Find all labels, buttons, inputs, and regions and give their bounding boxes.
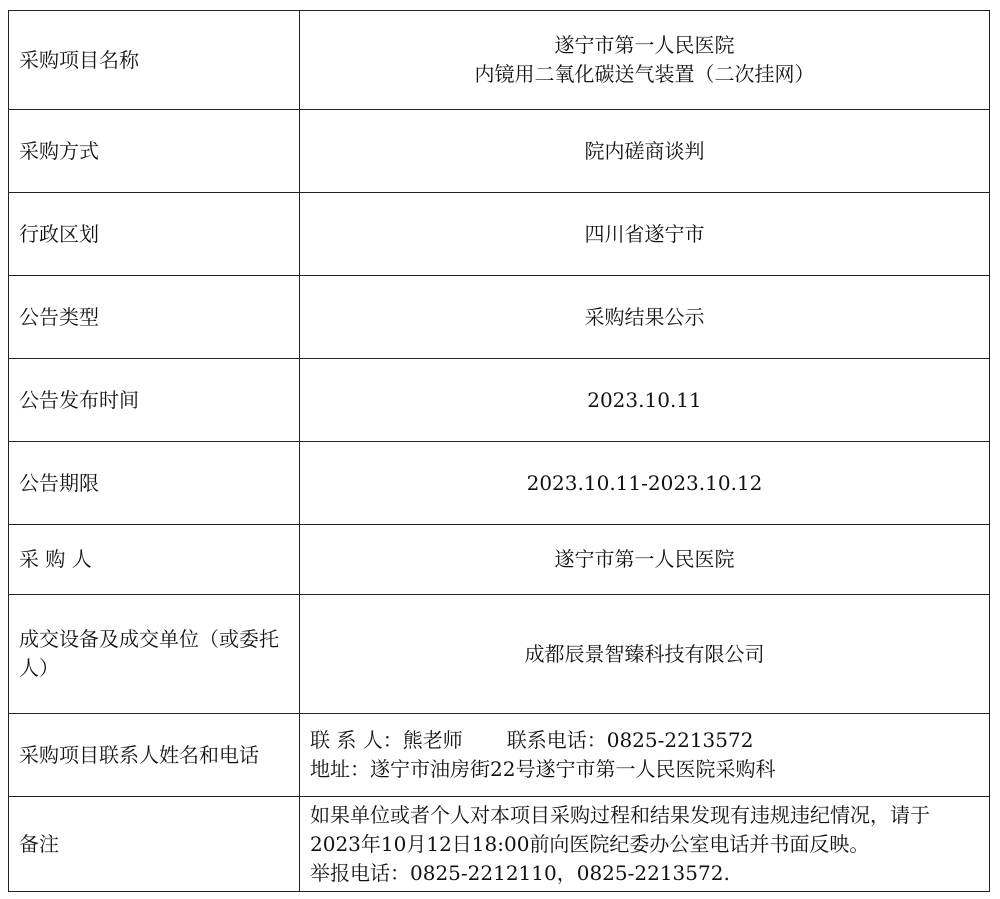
remarks-text: 如果单位或者个人对本项目采购过程和结果发现有违规违纪情况，请于2023年10月12日18:00前向医院纪委办公室电话并书面反映。 bbox=[310, 802, 930, 856]
remarks-label: 备注 bbox=[9, 797, 300, 892]
winner-value: 成都辰景智臻科技有限公司 bbox=[300, 595, 990, 714]
project-name-line1: 遂宁市第一人民医院 bbox=[554, 33, 735, 57]
purchaser-label: 采 购 人 bbox=[9, 525, 300, 595]
contact-address: 地址：遂宁市油房街22号遂宁市第一人民医院采购科 bbox=[310, 757, 776, 781]
row-winner bbox=[9, 595, 990, 714]
procurement-result-table bbox=[8, 10, 990, 892]
contact-label: 采购项目联系人姓名和电话 bbox=[9, 714, 300, 797]
row-region bbox=[9, 193, 990, 276]
row-publish-time bbox=[9, 359, 990, 442]
region-label: 行政区划 bbox=[9, 193, 300, 276]
contact-phone: 联系电话：0825-2213572 bbox=[506, 728, 754, 752]
row-period bbox=[9, 442, 990, 525]
contact-value bbox=[300, 714, 990, 797]
contact-line1 bbox=[310, 726, 979, 755]
row-project-name bbox=[9, 11, 990, 110]
region-value: 四川省遂宁市 bbox=[300, 193, 990, 276]
method-label: 采购方式 bbox=[9, 110, 300, 193]
notice-type-value: 采购结果公示 bbox=[300, 276, 990, 359]
row-method bbox=[9, 110, 990, 193]
winner-label: 成交设备及成交单位（或委托人） bbox=[9, 595, 300, 714]
contact-person: 联 系 人：熊老师 bbox=[310, 728, 463, 752]
project-name-label: 采购项目名称 bbox=[9, 11, 300, 110]
purchaser-value: 遂宁市第一人民医院 bbox=[300, 525, 990, 595]
row-notice-type bbox=[9, 276, 990, 359]
row-purchaser bbox=[9, 525, 990, 595]
publish-time-value: 2023.10.11 bbox=[300, 359, 990, 442]
project-name-value bbox=[300, 11, 990, 110]
project-name-line2: 内镜用二氧化碳送气装置（二次挂网） bbox=[474, 62, 815, 86]
period-value: 2023.10.11-2023.10.12 bbox=[300, 442, 990, 525]
remarks-value bbox=[300, 797, 990, 892]
row-remarks bbox=[9, 797, 990, 892]
remarks-report: 举报电话：0825-2212110，0825-2213572. bbox=[310, 860, 730, 885]
notice-type-label: 公告类型 bbox=[9, 276, 300, 359]
publish-time-label: 公告发布时间 bbox=[9, 359, 300, 442]
method-value: 院内磋商谈判 bbox=[300, 110, 990, 193]
row-contact bbox=[9, 714, 990, 797]
period-label: 公告期限 bbox=[9, 442, 300, 525]
